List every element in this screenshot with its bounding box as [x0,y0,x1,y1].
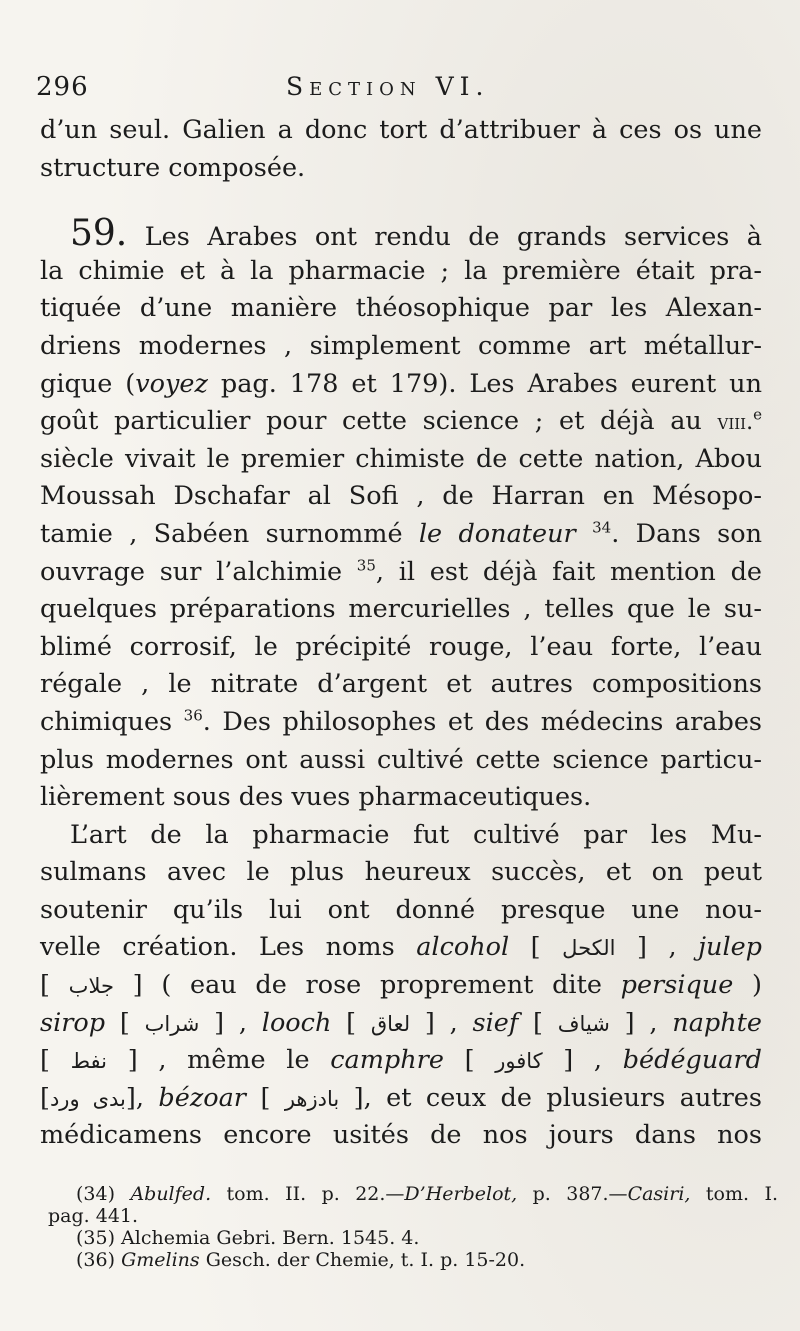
text-line: [ نفط ] , même le camphre [ كافور ] , bédéguard [40,1045,762,1076]
text-line: tamie , Sabéen surnommé le donateur $^{34}$. Dans son [40,518,762,549]
text-line: gique (voyez pag. 178 et 179). Les Arabes eurent un [40,368,762,399]
footnote-35: (35) Alchemia Gebri. Bern. 1545. 4. [76,1227,420,1249]
arabic-word: بدى ورد [49,1086,126,1111]
text-line: sulmans avec le plus heureux succès, et on peut [40,857,762,888]
text-line: goût particulier pour cette science ; et déjà au viii.$^e$ [40,405,762,437]
text-line: régale , le nitrate d’argent et autres compositions [40,669,762,700]
text-line: structure composée. [40,152,306,183]
footnote-ref: 36 [183,706,203,725]
text-line: sirop [ شراب ] , looch [ لعاق ] , sief [ شياف ] , naphte [40,1007,762,1038]
arabic-word: كافور [495,1049,543,1074]
text-line: médicamens encore usités de nos jours dans nos [40,1120,762,1151]
text-line: [ جلاب ] ( eau de rose proprement dite persique ) [40,970,762,1001]
running-head [36,72,766,104]
text-line: quelques préparations mercurielles , telles que le su- [40,594,762,625]
arabic-word: الكحل [562,936,616,961]
footnote-36: (36) Gmelins Gesch. der Chemie, t. I. p. 15-20. [76,1249,526,1271]
text-line: tiquée d’une manière théosophique par les Alexan- [40,293,762,324]
text-line: [بدى ورد], bézoar [ بادزهر ], et ceux de plusieurs autres [40,1082,762,1113]
footnote-ref: 34 [592,518,612,537]
footnote-ref: 35 [356,556,376,575]
arabic-word: نفط [70,1049,108,1074]
text-line: 59. Les Arabes ont rendu de grands services à [70,213,763,255]
arabic-word: شراب [144,1011,200,1036]
footnote-34-continued: pag. 441. [48,1205,139,1227]
text-line: plus modernes ont aussi cultivé cette science particu- [40,744,762,775]
text-line: velle création. Les noms alcohol [ الكحل ] , julep [40,932,763,963]
arabic-word: شياف [557,1011,610,1036]
arabic-word: لعاق [370,1011,411,1036]
footnote-34: (34) Abulfed. tom. II. p. 22.—D’Herbelot, p. 387.—Casiri, tom. I. [76,1183,778,1205]
section-title: Section VI. [286,72,490,101]
arabic-word: جلاب [68,974,114,999]
text-line: la chimie et à la pharmacie ; la première était pra- [40,255,762,286]
body-text [40,112,762,1155]
text-line: L’art de la pharmacie fut cultivé par les Mu- [70,819,762,850]
text-line: blimé corrosif, le précipité rouge, l’eau forte, l’eau [40,631,762,662]
text-line: siècle vivait le premier chimiste de cette nation, Abou [40,443,762,474]
text-line: soutenir qu’ils lui ont donné presque une nou- [40,894,762,925]
page-number: 296 [36,72,89,102]
text-line: chimiques $^{36}$. Des philosophes et des médecins arabes [40,706,762,737]
arabic-word: بادزهر [284,1086,340,1111]
text-line: ouvrage sur l’alchimie $^{35}$, il est déjà fait mention de [40,556,762,587]
text-line: driens modernes , simplement comme art métallur- [40,330,762,361]
text-line: lièrement sous des vues pharmaceutiques. [40,782,592,813]
paragraph-number: 59. [70,213,128,255]
text-line: Moussah Dschafar al Sofi , de Harran en Mésopo- [40,481,762,512]
text-line: d’un seul. Galien a donc tort d’attribuer à ces os une [40,115,762,145]
footnotes [48,1183,778,1271]
